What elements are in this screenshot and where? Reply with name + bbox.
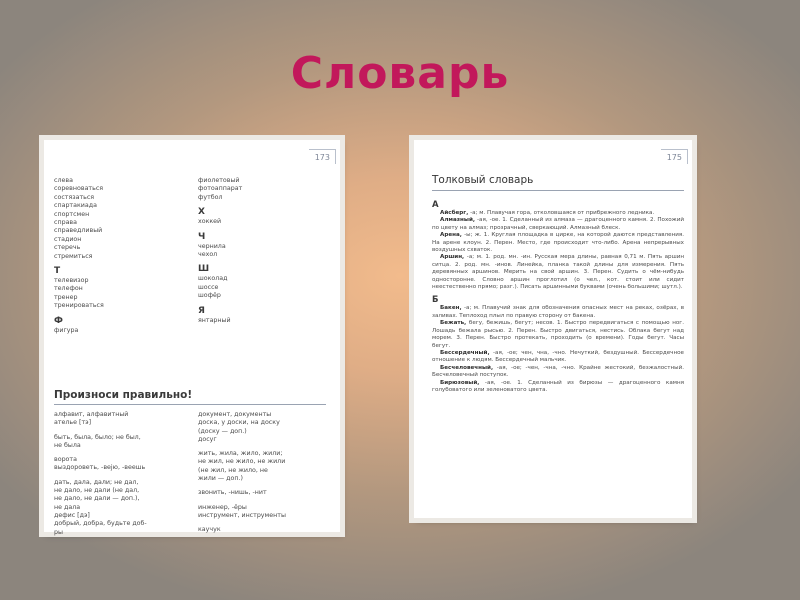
section-letter: Я (198, 305, 205, 316)
section-letter: Ш (198, 264, 210, 275)
entry-definition: бегу, бежишь, бегут; несов. 1. Быстро передвигаться с помощью ног. Лошадь бежала рысью. 2. Перен. Быстро двигаться, нестись. Облака бегут над морем. 3. Перен. Быстро протекать, проходить (о времени). Годы бегут. Часы бегут. (432, 320, 685, 349)
entry-headword: Айсберг, (440, 210, 469, 216)
word-entry: стадион (54, 235, 82, 243)
pronounce-line: жить, жила, жило, жили; (198, 450, 283, 458)
dictionary-entry (432, 320, 684, 350)
word-entry: чернила (198, 242, 226, 250)
dictionary-entry (432, 305, 684, 320)
word-list-column-1 (54, 177, 194, 335)
dictionary-entry (432, 350, 684, 365)
dictionary-heading: Толковый словарь (432, 174, 534, 186)
divider (432, 190, 684, 191)
word-entry: справа (54, 219, 78, 227)
entry-headword: Бирюзовый, (440, 379, 480, 386)
pronounce-line: ателье [тэ] (54, 419, 92, 427)
dictionary-body (432, 196, 684, 394)
pronounce-column-1 (54, 411, 192, 537)
divider (54, 404, 326, 405)
section-letter: Ф (54, 315, 63, 326)
entry-headword: Аршин, (440, 254, 465, 261)
section-letter: А (432, 200, 439, 210)
word-entry: соревноваться (54, 185, 104, 193)
pronounce-line: доска, у доски, на доску (198, 419, 280, 427)
pronounce-column-2 (198, 411, 334, 535)
pronounce-line: инженер, -ёры (198, 503, 247, 511)
pronounce-line: не была (54, 441, 81, 449)
page-number: 173 (314, 153, 330, 162)
word-entry: спортсмен (54, 210, 90, 218)
word-entry: тренер (54, 293, 78, 301)
entry-headword: Бесчеловечный, (440, 364, 494, 371)
entry-definition: -а; м. 1. род. мн. -ин. Русская мера длины, равная 0,71 м. Пять аршин ситца. 2. род. мн. -инов. Линейка, планка такой длины для измерения. Пять деревянных аршинов. Мерить на свой аршин. 3. Перен. Судить о чём-нибудь односторонне. Словно аршин проглотил (о чел., кот. стоит или сидит неестественно прямо; разг.). Писать аршинными буквами (очень большими; шутл.). (432, 254, 684, 291)
entry-definition: -ая, -ое; -чен, -чна, -чно. Крайне жестокий, безжалостный. Бесчеловечный поступок. (432, 364, 684, 379)
pronounce-line: жили — доп.) (198, 475, 243, 483)
pronounce-line: звонить, -нишь, -нит (198, 489, 267, 497)
section-letter: Т (54, 266, 61, 277)
slide-title: Словарь (290, 48, 510, 99)
pronounce-line: (доску — доп.) (198, 427, 247, 435)
word-entry: янтарный (198, 316, 231, 324)
dictionary-entry (432, 232, 684, 254)
entry-definition: -ая, -ое. 1. Сделанный из бирюзы — драгоценного камня голубоватого или зеленоватого цвета. (432, 379, 684, 393)
pronounce-line: ворота (54, 456, 77, 464)
word-entry: стремиться (54, 252, 93, 260)
entry-headword: Бакен, (440, 305, 462, 312)
pronounce-line: дать, дала, дали; не дал, (54, 478, 139, 486)
pronounce-heading: Произноси правильно! (54, 389, 193, 401)
word-entry: хоккей (198, 218, 222, 226)
word-entry: спартакиада (54, 202, 97, 210)
pronounce-line: документ, документы (198, 411, 272, 418)
word-entry: шоссе (198, 283, 219, 291)
pronounce-line: дефис [дэ] (54, 511, 90, 519)
pronounce-line: не дала (54, 503, 81, 511)
entry-definition: -ы; ж. 1. Круглая площадка в цирке, на которой даются представления. На арене клоун. 2. Перен. Место, где происходит что-либо. Арена непрерывных воздушных схваток. (432, 232, 685, 254)
pronounce-line: не дало, не дали (не дал, (54, 487, 140, 495)
entry-definition: -а; м. Плавучий знак для обозначения опасных мест на реках, озёрах, в заливах. Теплоход плыл по правую сторону от бакена. (432, 305, 685, 319)
word-entry: состязаться (54, 193, 95, 201)
entry-definition: -а; м. Плавучая гора, отколовшаяся от прибрежного ледника. (470, 210, 655, 216)
pronounce-line: каучук (198, 526, 221, 534)
pronounce-line: быть, была, было; не был, (54, 433, 141, 441)
right-textbook-page (414, 140, 692, 518)
word-entry: слева (54, 177, 73, 184)
pronounce-line: добрый, добра, будьте доб- (54, 520, 147, 528)
entry-headword: Бессердечный, (440, 349, 490, 356)
pronounce-line: не дало, не дали — доп.), (54, 495, 140, 503)
word-entry: шоколад (198, 275, 228, 283)
entry-definition: -ая, -ое; чен, чна, -чно. Нечуткий, бездушный. Бессердечное отношение к людям. Бессердечный мальчик. (432, 349, 684, 364)
word-entry: фигура (54, 326, 79, 334)
word-entry: чехол (198, 251, 218, 259)
pronounce-line: выздороветь, -веjю, -веешь (54, 464, 146, 472)
section-letter: Ч (198, 231, 206, 242)
dictionary-entry (432, 254, 684, 291)
word-entry: телевизор (54, 277, 89, 285)
word-entry: телефон (54, 285, 83, 293)
dictionary-entry (432, 365, 684, 380)
word-entry: футбол (198, 193, 223, 201)
pronounce-line: досуг (198, 435, 217, 443)
word-entry: фотоаппарат (198, 185, 243, 193)
word-entry: тренироваться (54, 302, 104, 310)
section-letter: Х (198, 207, 205, 218)
word-entry: стеречь (54, 244, 81, 252)
word-entry: справедливый (54, 227, 103, 235)
word-entry: шофёр (198, 292, 221, 300)
entry-definition: -ая, -ое. 1. Сделанный из алмаза — драгоценного камня. 2. Похожий по цвету на алмаз; прозрачный, сверкающий. Алмазный блеск. (432, 217, 684, 231)
left-textbook-page (44, 140, 340, 536)
dictionary-entry (432, 217, 684, 232)
entry-headword: Арена, (440, 232, 462, 239)
word-entry: фиолетовый (198, 177, 240, 184)
pronounce-line: ры (54, 528, 63, 536)
dictionary-entry (432, 380, 684, 395)
page-number: 175 (666, 153, 682, 162)
word-list-column-2 (198, 177, 338, 325)
pronounce-line: алфавит, алфавитный (54, 411, 129, 418)
entry-headword: Бежать, (440, 320, 467, 327)
pronounce-line: не жил, не жило, не жили (198, 458, 286, 466)
pronounce-line: (не жил, не жило, не (198, 466, 268, 474)
pronounce-line: инструмент, инструменты (198, 511, 286, 519)
section-letter: Б (432, 295, 439, 306)
entry-headword: Алмазный, (440, 217, 475, 224)
